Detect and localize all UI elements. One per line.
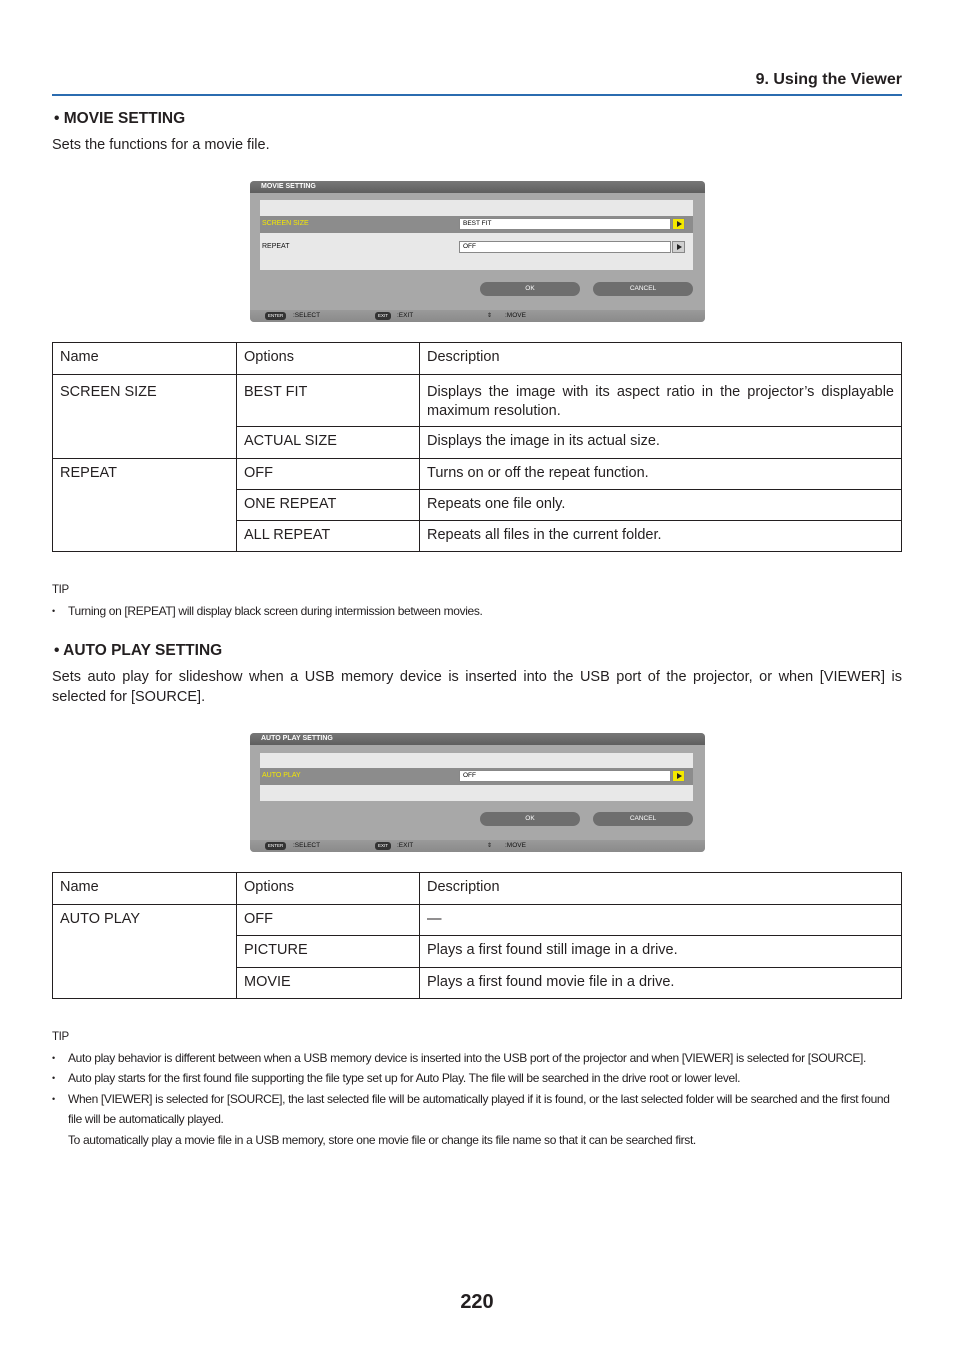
- dialog-footer: [250, 840, 705, 852]
- screen-size-row[interactable]: [260, 216, 693, 233]
- select-hint: :SELECT: [293, 842, 321, 849]
- table-cell-name: REPEAT: [53, 459, 237, 552]
- table-cell-description: Plays a first found movie file in a drive.: [420, 968, 902, 999]
- tip-label: TIP: [52, 1031, 69, 1043]
- dialog-title: AUTO PLAY SETTING: [250, 733, 705, 745]
- right-arrow-icon[interactable]: [672, 770, 685, 782]
- move-icon: ⇕: [487, 843, 493, 849]
- table-cell-option: MOVIE: [237, 968, 420, 999]
- table-row: [53, 905, 902, 936]
- cancel-button[interactable]: CANCEL: [593, 282, 693, 296]
- auto-play-value[interactable]: OFF: [459, 770, 671, 782]
- table-row: [53, 459, 902, 490]
- chapter-title: 9. Using the Viewer: [755, 71, 902, 88]
- header-name: Name: [53, 343, 237, 375]
- tip-item: • Auto play starts for the first found file supporting the file type set up for Auto Play. The file will be searched in the drive root or lower level.: [52, 1068, 902, 1089]
- header-options: Options: [237, 343, 420, 375]
- auto-play-label: AUTO PLAY: [262, 772, 301, 779]
- movie-setting-intro: Sets the functions for a movie file.: [52, 137, 270, 153]
- table-cell-description: Displays the image in its actual size.: [420, 427, 902, 459]
- screen-size-value[interactable]: BEST FIT: [459, 218, 671, 230]
- table-cell-option: BEST FIT: [237, 375, 420, 427]
- table-cell-name: SCREEN SIZE: [53, 375, 237, 459]
- tip-item: • Auto play behavior is different between when a USB memory device is inserted into the USB port of the projector and when [VIEWER] is selected for [SOURCE].: [52, 1048, 902, 1069]
- header-description: Description: [420, 873, 902, 905]
- auto-play-setting-table: [52, 872, 902, 999]
- exit-hint: :EXIT: [397, 842, 414, 849]
- dialog-panel: [260, 200, 693, 270]
- cancel-button[interactable]: CANCEL: [593, 812, 693, 826]
- table-cell-option: OFF: [237, 905, 420, 936]
- table-cell-description: Displays the image with its aspect ratio in the projector’s displayable maximum resolution.: [420, 375, 902, 427]
- movie-setting-heading: • MOVIE SETTING: [54, 110, 186, 127]
- move-hint: :MOVE: [505, 842, 526, 849]
- auto-play-tip: [52, 1027, 902, 1150]
- table-cell-option: OFF: [237, 459, 420, 490]
- repeat-label: REPEAT: [262, 243, 290, 250]
- ok-button[interactable]: OK: [480, 282, 580, 296]
- enter-key-icon: ENTER: [265, 842, 286, 850]
- table-header-row: [53, 873, 902, 905]
- tip-item: • When [VIEWER] is selected for [SOURCE], the last selected file will be automatically played if it is found, or the last selected folder will be searched and the first found file will be automatically played.: [52, 1089, 902, 1130]
- movie-setting-dialog: [250, 181, 705, 322]
- tip-item: • Turning on [REPEAT] will display black screen during intermission between movies.: [52, 601, 902, 622]
- table-cell-option: ACTUAL SIZE: [237, 427, 420, 459]
- repeat-row[interactable]: [260, 239, 693, 256]
- table-cell-description: Repeats all files in the current folder.: [420, 521, 902, 552]
- table-header-row: [53, 343, 902, 375]
- auto-play-setting-heading: • AUTO PLAY SETTING: [54, 642, 223, 659]
- table-cell-description: Turns on or off the repeat function.: [420, 459, 902, 490]
- auto-play-setting-intro: Sets auto play for slideshow when a USB memory device is inserted into the USB port of the projector, or when [VIEWER] is selected for [SOURCE].: [52, 669, 902, 705]
- tip-note: To automatically play a movie file in a USB memory, store one movie file or change its file name so that it can be searched first.: [68, 1132, 696, 1147]
- table-cell-description: Plays a first found still image in a drive.: [420, 936, 902, 968]
- table-cell-option: ONE REPEAT: [237, 490, 420, 521]
- auto-play-setting-dialog: [250, 733, 705, 852]
- repeat-value[interactable]: OFF: [459, 241, 671, 253]
- dialog-title: MOVIE SETTING: [250, 181, 705, 193]
- movie-setting-table: [52, 342, 902, 552]
- table-cell-option: ALL REPEAT: [237, 521, 420, 552]
- exit-hint: :EXIT: [397, 312, 414, 319]
- header-description: Description: [420, 343, 902, 375]
- table-cell-option: PICTURE: [237, 936, 420, 968]
- right-arrow-icon[interactable]: [672, 241, 685, 253]
- table-cell-description: —: [420, 905, 902, 936]
- header-name: Name: [53, 873, 237, 905]
- table-cell-description: Repeats one file only.: [420, 490, 902, 521]
- table-cell-name: AUTO PLAY: [53, 905, 237, 999]
- select-hint: :SELECT: [293, 312, 321, 319]
- page-number: 220: [460, 1291, 494, 1313]
- exit-key-icon: EXIT: [375, 312, 391, 320]
- page-header: [52, 70, 902, 96]
- header-options: Options: [237, 873, 420, 905]
- dialog-footer: [250, 310, 705, 322]
- right-arrow-icon[interactable]: [672, 218, 685, 230]
- table-row: [53, 375, 902, 427]
- screen-size-label: SCREEN SIZE: [262, 220, 309, 227]
- exit-key-icon: EXIT: [375, 842, 391, 850]
- movie-tip: [52, 580, 902, 621]
- move-icon: ⇕: [487, 313, 493, 319]
- enter-key-icon: ENTER: [265, 312, 286, 320]
- tip-label: TIP: [52, 584, 69, 596]
- move-hint: :MOVE: [505, 312, 526, 319]
- auto-play-row[interactable]: [260, 768, 693, 785]
- ok-button[interactable]: OK: [480, 812, 580, 826]
